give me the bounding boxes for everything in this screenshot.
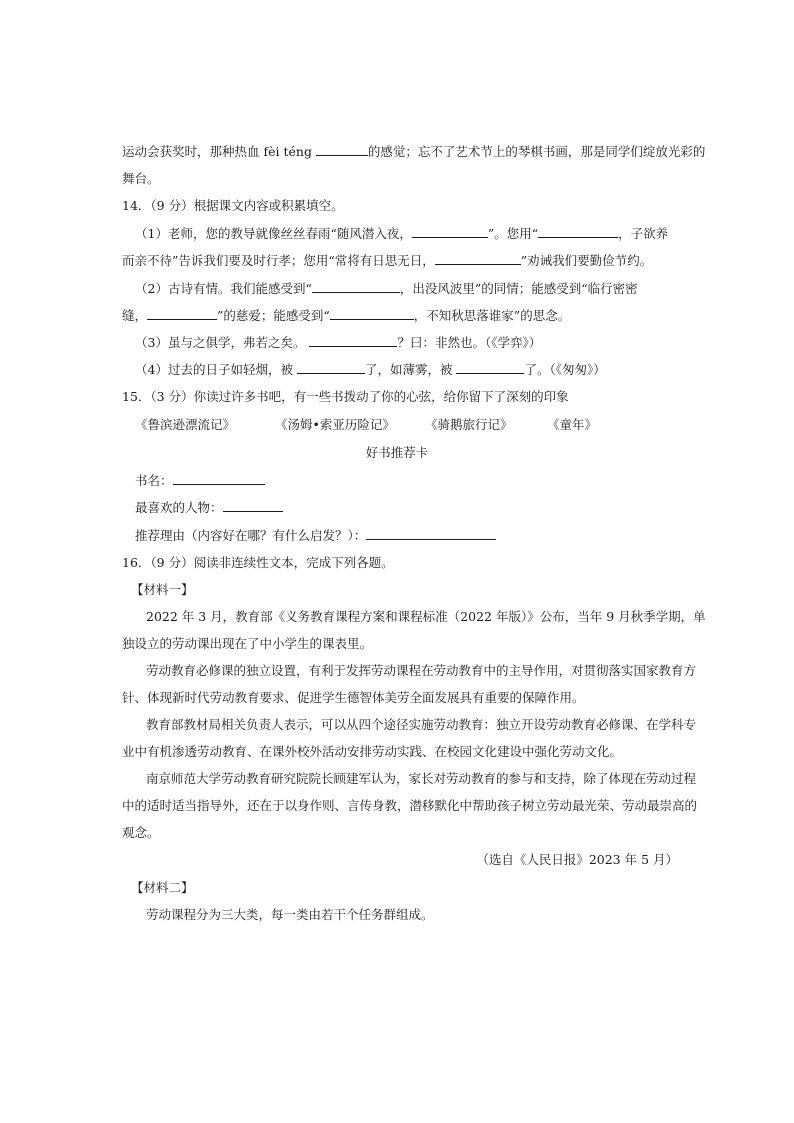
- q15-title: 15．（3 分）你读过许多书吧，有一些书拨动了你的心弦，给你留下了深刻的印象: [122, 389, 569, 404]
- q16-m2-paragraph-1: 劳动课程分为三大类，每一类由若干个任务群组成。: [146, 907, 434, 922]
- q14-blank-3: [435, 253, 521, 265]
- q14-blank-7: [309, 335, 397, 347]
- q13-line-1: [122, 144, 705, 160]
- q14-title: 14．（9 分）根据课文内容或积累填空。: [122, 198, 344, 213]
- q14-blank-6: [330, 308, 414, 320]
- q15-book-list: [135, 417, 597, 433]
- q15-book-2: 《汤姆•索亚历险记》: [275, 417, 395, 432]
- q13-text-a: 运动会获奖时，那种热血 fèi téng: [122, 144, 316, 159]
- q16-material-1-heading: 【材料一】: [131, 582, 194, 597]
- q16-p1-line-1: 2022 年 3 月，教育部《义务教育课程方案和课程标准（2022 年版）》公布，当年 9 月秋季学期，单: [146, 609, 706, 624]
- q14-blank-5: [147, 308, 217, 320]
- q16-source-citation: （选自《人民日报》2023 年 5 月）: [476, 852, 678, 867]
- q16-p3-line-1: 教育部教材局相关负责人表示，可以从四个途径实施劳动教育：独立开设劳动教育必修课、在学科专: [146, 717, 697, 732]
- q16-p1-line-2: 独设立的劳动课出现在了中小学生的课表里。: [122, 636, 373, 651]
- q16-p4-line-3: 观念。: [122, 825, 160, 840]
- q15-blank-reason: [366, 528, 496, 540]
- q14-blank-8: [297, 362, 365, 374]
- q16-p3-line-2: 业中有机渗透劳动教育、在课外校外活动安排劳动实践、在校园文化建设中强化劳动文化。: [122, 744, 623, 759]
- q14-item-2-line-2: 缝， ”的慈爱；能感受到“ ，不知秋思落谁家”的思念。: [122, 308, 571, 323]
- q13-text-b: 的感觉；忘不了艺术节上的琴棋书画，那是同学们绽放光彩的: [367, 144, 706, 159]
- q15-card-title: 好书推荐卡: [365, 445, 429, 460]
- q15-book-4: 《童年》: [547, 417, 598, 432]
- q16-p4-line-1: 南京师范大学劳动教育研究院院长顾建军认为，家长对劳动教育的参与和支持，除了体现在劳动过程: [146, 771, 697, 786]
- q14-item-4: （4）过去的日子如轻烟，被 了，如薄雾，被 了。（《匆匆》）: [135, 362, 606, 377]
- q15-blank-character: [223, 500, 283, 512]
- q16-p4-line-2: 中的适时适当指导外，还在于以身作则、言传身教，潜移默化中帮助孩子树立劳动最光荣、劳动最崇高的: [122, 798, 698, 813]
- q15-book-1: 《鲁滨逊漂流记》: [135, 417, 236, 432]
- q15-field-book-name: 书名：: [135, 473, 265, 489]
- q15-field-reason: 推荐理由（内容好在哪？有什么启发？）：: [135, 528, 496, 544]
- q16-p2-line-1: 劳动教育必修课的独立设置，有利于发挥劳动课程在劳动教育中的主导作用，对贯彻落实国家教育方: [146, 663, 697, 678]
- q14-blank-4: [312, 281, 400, 293]
- q15-book-3: 《骑鹅旅行记》: [425, 417, 513, 432]
- q16-title: 16．（9 分）阅读非连续性文本，完成下列各题。: [122, 555, 394, 570]
- q14-blank-9: [456, 362, 524, 374]
- q14-blank-2: [538, 226, 618, 238]
- q14-blank-1: [412, 226, 488, 238]
- q14-item-2-line-1: （2）古诗有情。我们能感受到“ ，出没风波里”的同情；能感受到“临行密密: [135, 281, 638, 296]
- q15-field-character: 最喜欢的人物：: [135, 500, 283, 516]
- q16-p2-line-2: 针、体现新时代劳动教育要求、促进学生德智体美劳全面发展具有重要的保障作用。: [122, 690, 585, 705]
- q14-item-3: （3）虽与之俱学，弗若之矣。 ？曰：非然也。（《学弈》）: [135, 335, 542, 350]
- q14-item-1-line-2: 而亲不待”告诉我们要及时行孝；您用“常将有日思无日， ”劝诫我们要勤俭节约。: [122, 253, 653, 268]
- q14-item-1-line-1: （1）老师，您的教导就像丝丝春雨“随风潜入夜， ”。您用“ ，子欲养: [135, 226, 669, 241]
- q15-blank-name: [173, 473, 265, 485]
- q13-blank: [316, 144, 368, 156]
- q16-material-2-heading: 【材料二】: [131, 880, 194, 895]
- q13-line-2: 舞台。: [122, 171, 160, 186]
